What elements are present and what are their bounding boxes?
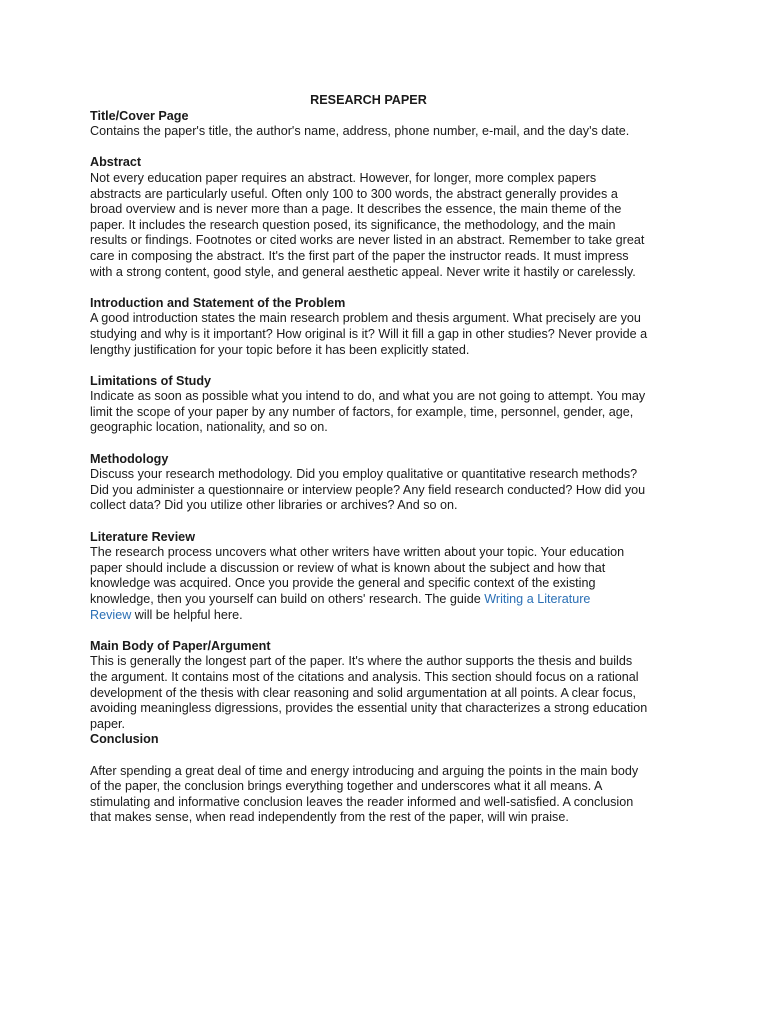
text-line: The research process uncovers what other writers have written about your topic. Your education <box>90 545 625 560</box>
text-line: abstracts are particularly useful. Often only 100 to 300 words, the abstract generally provides a <box>90 186 618 201</box>
document-title: RESEARCH PAPER <box>310 93 427 107</box>
section-limitations <box>90 374 690 436</box>
text-line: care in composing the abstract. It's the first part of the paper the instructor reads. It must impress <box>90 248 629 263</box>
text-line: Indicate as soon as possible what you intend to do, and what you are not going to attempt. You may <box>90 389 646 404</box>
text-line: paper. It includes the research question posed, its significance, the methodology, and the main <box>90 217 616 232</box>
section-body <box>90 545 690 623</box>
section-body <box>90 389 690 436</box>
section-heading: Main Body of Paper/Argument <box>90 638 271 653</box>
text-line: After spending a great deal of time and energy introducing and arguing the points in the main body <box>90 763 639 778</box>
section-heading: Limitations of Study <box>90 373 212 388</box>
text-line: paper. <box>90 716 126 731</box>
section-body <box>90 171 690 280</box>
section-conclusion <box>90 732 690 826</box>
text-line: will be helpful here. <box>131 607 243 622</box>
literature-review-guide-link[interactable]: Writing a Literature <box>484 592 591 606</box>
section-body <box>90 764 690 826</box>
text-line: with a strong content, good style, and general aesthetic appeal. Never write it hastily or carelessly. <box>90 264 636 279</box>
section-heading: Methodology <box>90 451 169 466</box>
text-line: avoiding meaningless digressions, provides the essential unity that characterizes a strong education <box>90 701 648 716</box>
section-methodology <box>90 452 690 514</box>
section-literature-review <box>90 530 690 624</box>
text-line: collect data? Did you utilize other libraries or archives? And so on. <box>90 498 458 513</box>
section-heading: Literature Review <box>90 529 195 544</box>
section-body <box>90 654 690 732</box>
text-line: lengthy justification for your topic before it has been explicitly stated. <box>90 342 470 357</box>
section-heading: Abstract <box>90 155 142 170</box>
section-introduction <box>90 296 690 358</box>
literature-review-guide-link-continued[interactable]: Review <box>90 607 132 622</box>
section-main-body <box>90 639 690 733</box>
text-line: the argument. It contains most of the citations and analysis. This section should focus on a rational <box>90 669 639 684</box>
section-heading: Title/Cover Page <box>90 108 189 123</box>
text-line: stimulating and informative conclusion leaves the reader informed and well-satisfied. A conclusion <box>90 794 634 809</box>
text-line: results or findings. Footnotes or cited works are never listed in an abstract. Remember to take great <box>90 233 645 248</box>
text-line: knowledge, then you yourself can build on others' research. The guide <box>90 592 485 606</box>
text-line: limit the scope of your paper by any number of factors, for example, time, personnel, gender, age, <box>90 404 634 419</box>
text-line: studying and why is it important? How original is it? Will it fill a gap in other studies? Never provide a <box>90 326 648 341</box>
section-heading: Conclusion <box>90 732 159 747</box>
text-line: development of the thesis with clear reasoning and solid argumentation at all points. A clear focus, <box>90 685 637 700</box>
text-line: Did you administer a questionnaire or interview people? Any field research conducted? How did you <box>90 482 646 497</box>
text-line: Discuss your research methodology. Did you employ qualitative or quantitative research methods? <box>90 467 638 482</box>
text-line: This is generally the longest part of the paper. It's where the author supports the thesis and builds <box>90 654 633 669</box>
section-body <box>90 467 690 514</box>
section-abstract <box>90 155 690 280</box>
text-line: of the paper, the conclusion brings everything together and underscores what it all means. A <box>90 779 603 794</box>
section-body: Contains the paper's title, the author's name, address, phone number, e-mail, and the day's date. <box>90 124 630 139</box>
document-content <box>90 93 690 826</box>
section-heading: Introduction and Statement of the Problem <box>90 295 346 310</box>
text-line: knowledge was acquired. Once you provide the general and specific context of the existing <box>90 576 596 591</box>
text-line: geographic location, nationality, and so on. <box>90 420 328 435</box>
text-line: Not every education paper requires an abstract. However, for longer, more complex papers <box>90 170 597 185</box>
section-body <box>90 311 690 358</box>
text-line: A good introduction states the main research problem and thesis argument. What precisely are you <box>90 311 641 326</box>
section-title-page <box>90 109 690 140</box>
text-line: that makes sense, when read independently from the rest of the paper, will win praise. <box>90 810 569 825</box>
text-line: broad overview and is never more than a page. It describes the essence, the main theme of the <box>90 202 622 217</box>
text-line: paper should include a discussion or review of what is known about the subject and how that <box>90 560 606 575</box>
